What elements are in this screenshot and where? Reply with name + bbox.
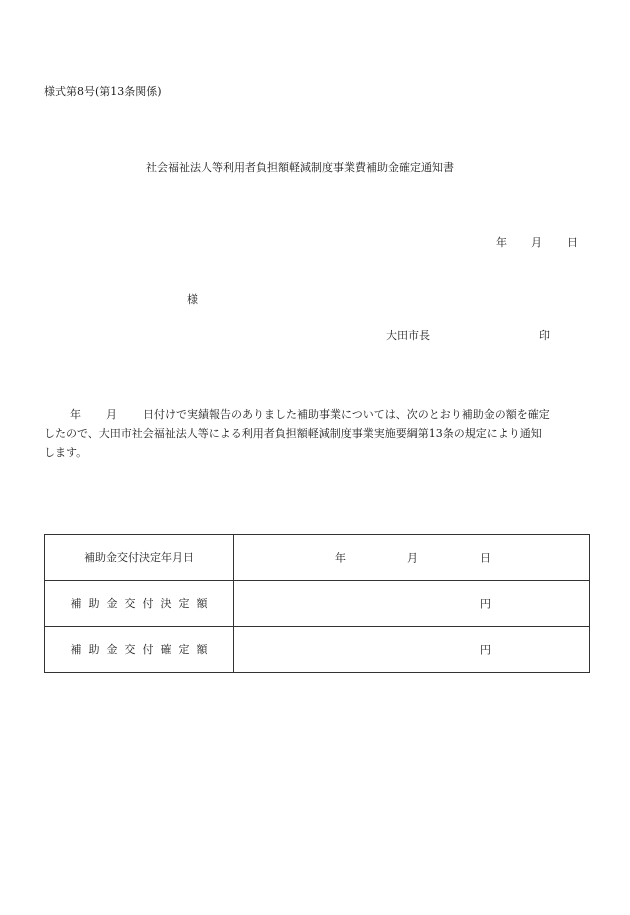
confirmed-amount-value [234,627,590,673]
notice-body [44,405,589,462]
confirmed-amount-label-text: 補助金交付確定額 [70,643,215,656]
decided-amount-unit: 円 [480,597,491,610]
form-number: 様式第8号(第13条関係) [44,85,162,98]
decided-amount-value [234,581,590,627]
body-year: 年 [70,408,81,421]
body-line-3: します。 [44,446,88,459]
document-title: 社会福祉法人等利用者負担額軽減制度事業費補助金確定通知書 [146,161,454,174]
decision-date-value [234,535,590,581]
subsidy-table [44,534,590,673]
decision-date-day: 日 [480,551,491,564]
seal-mark: 印 [539,329,550,342]
confirmed-amount-label [45,627,234,673]
decision-date-year: 年 [335,551,346,564]
body-line-1 [44,405,589,424]
decision-date-label: 補助金交付決定年月日 [45,535,234,581]
body-line-1-text: 日付けで実績報告のありました補助事業については、次のとおり補助金の額を確定 [143,408,550,421]
decision-date-month: 月 [407,551,418,564]
decided-amount-label [45,581,234,627]
body-line-2: したので、大田市社会福祉法人等による利用者負担額軽減制度事業実施要綱第13条の規定により通知 [44,427,542,440]
body-month: 月 [106,408,117,421]
confirmed-amount-unit: 円 [480,643,491,656]
decided-amount-label-text: 補助金交付決定額 [70,597,215,610]
issue-date-year: 年 [496,236,507,249]
table-row [45,535,590,581]
table-row [45,581,590,627]
addressee-suffix: 様 [187,293,198,306]
table-row [45,627,590,673]
issue-date-day: 日 [567,236,578,249]
issue-date-month: 月 [531,236,542,249]
issue-date [0,237,630,251]
issuer-name: 大田市長 [386,329,430,342]
